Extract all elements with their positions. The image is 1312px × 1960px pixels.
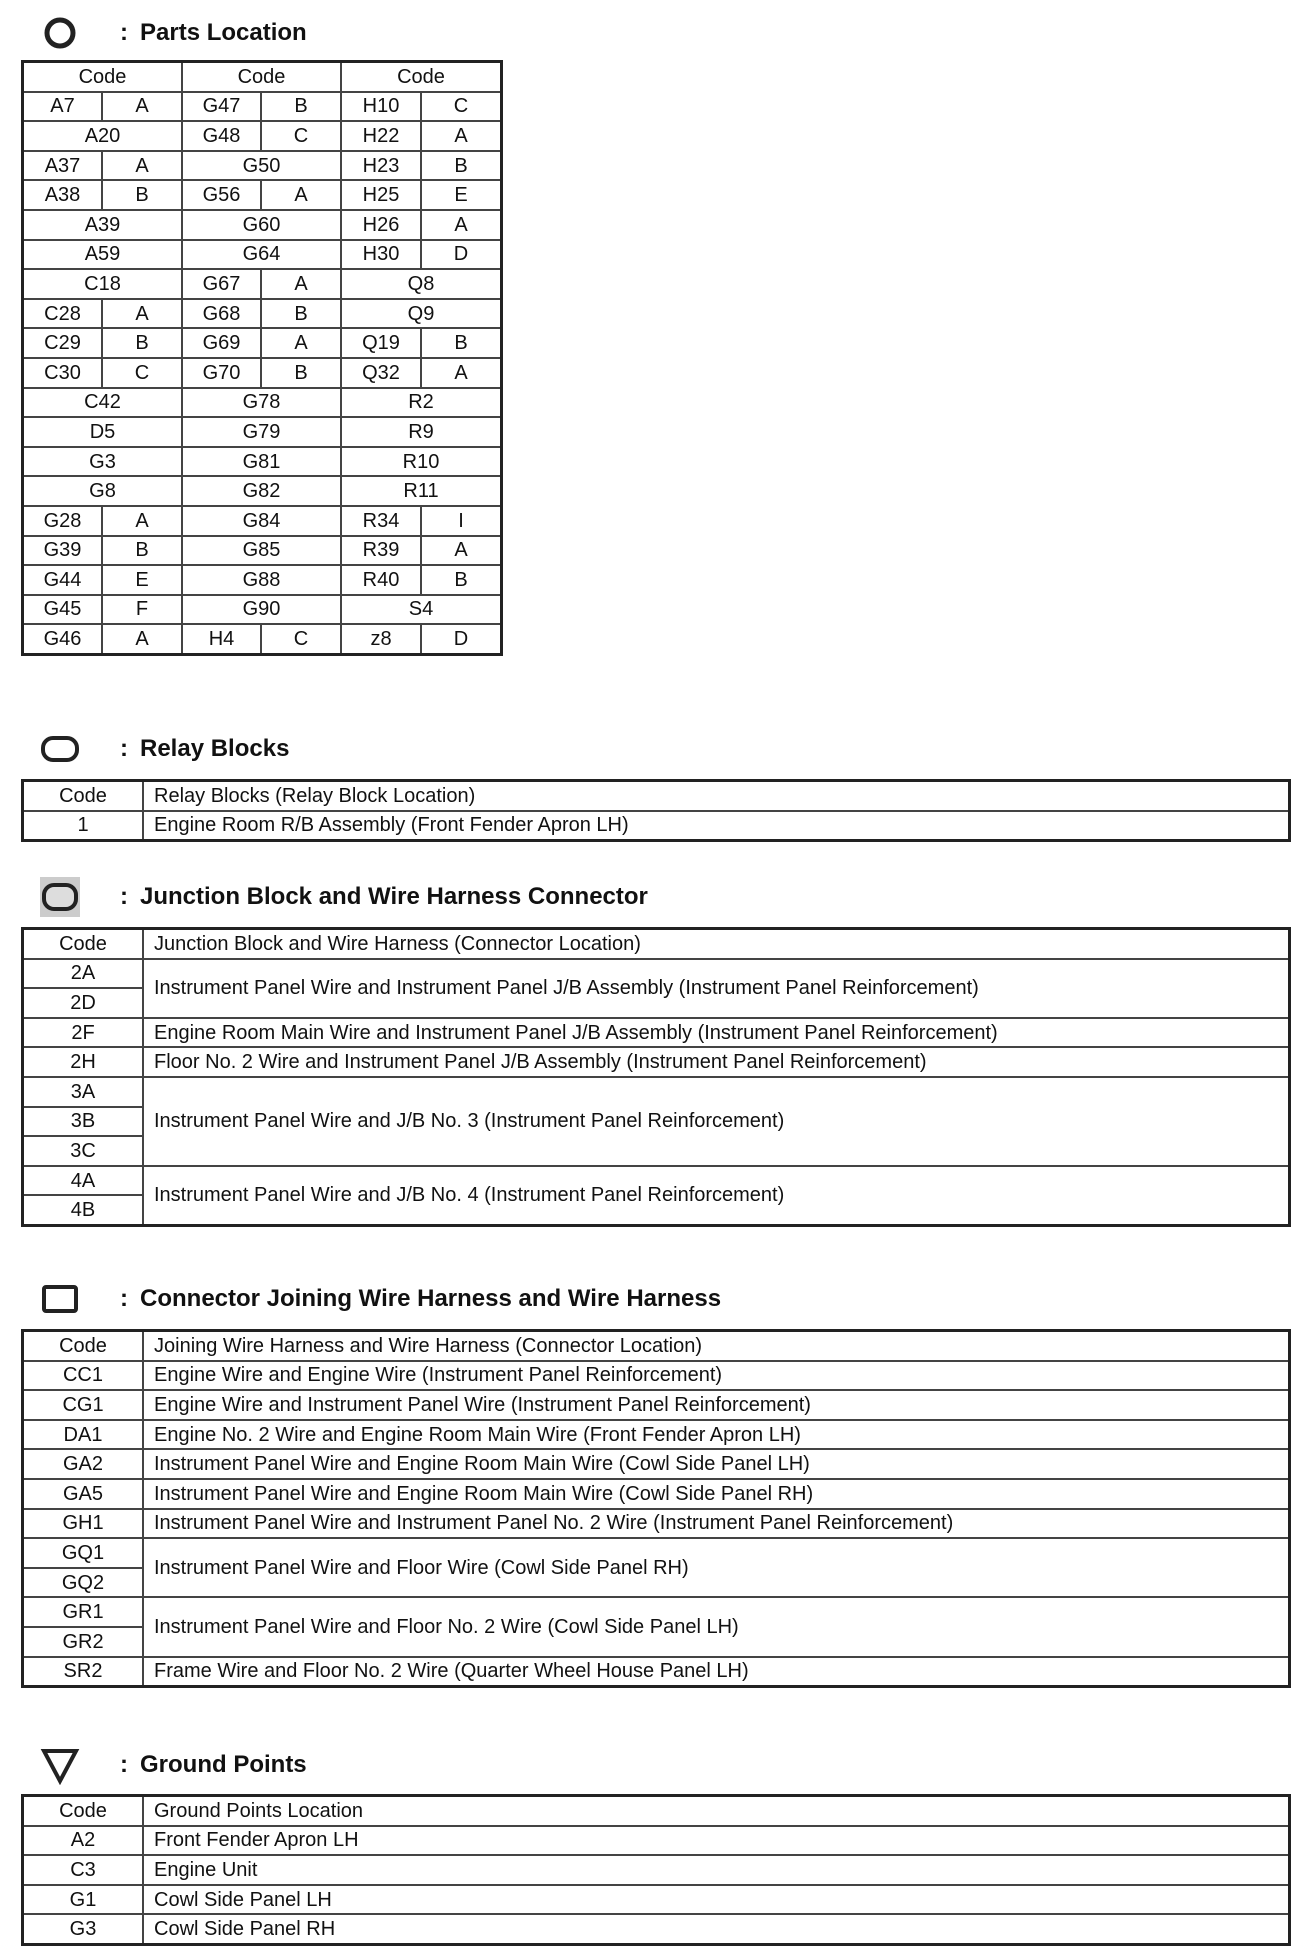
ground-points-table <box>22 1795 1290 1945</box>
part-code: H26 <box>341 210 421 240</box>
column-header: Code <box>341 62 501 92</box>
part-code: G81 <box>182 447 341 477</box>
location-header: Joining Wire Harness and Wire Harness (Connector Location) <box>143 1331 1289 1361</box>
code-cell: 3B <box>23 1107 143 1137</box>
part-code: A59 <box>23 240 182 270</box>
part-code: R40 <box>341 565 421 595</box>
code-header: Code <box>23 1796 143 1826</box>
table-row <box>23 1077 1289 1107</box>
location-header: Relay Blocks (Relay Block Location) <box>143 781 1289 811</box>
table-row <box>23 358 501 388</box>
part-code: G3 <box>23 447 182 477</box>
part-code: S4 <box>341 595 501 625</box>
part-location: A <box>102 92 182 122</box>
part-code: H22 <box>341 121 421 151</box>
location-cell: Instrument Panel Wire and Engine Room Main Wire (Cowl Side Panel LH) <box>143 1449 1289 1479</box>
table-row <box>23 92 501 122</box>
table-row <box>23 328 501 358</box>
location-cell: Floor No. 2 Wire and Instrument Panel J/B Assembly (Instrument Panel Reinforcement) <box>143 1047 1289 1077</box>
code-cell: 2H <box>23 1047 143 1077</box>
table-row <box>23 536 501 566</box>
code-cell: A2 <box>23 1826 143 1856</box>
table-row <box>23 1390 1289 1420</box>
code-cell: GR1 <box>23 1597 143 1627</box>
location-cell: Engine Room R/B Assembly (Front Fender Apron LH) <box>143 811 1289 841</box>
relay-blocks-table <box>22 780 1290 841</box>
part-location: A <box>102 151 182 181</box>
location-cell: Instrument Panel Wire and Instrument Panel No. 2 Wire (Instrument Panel Reinforcement) <box>143 1509 1289 1539</box>
table-row <box>23 180 501 210</box>
location-cell: Engine No. 2 Wire and Engine Room Main Wire (Front Fender Apron LH) <box>143 1420 1289 1450</box>
part-code: H4 <box>182 624 261 654</box>
part-code: A7 <box>23 92 102 122</box>
part-code: G28 <box>23 506 102 536</box>
part-location: B <box>421 328 501 358</box>
part-code: Q32 <box>341 358 421 388</box>
code-cell: 3C <box>23 1136 143 1166</box>
colon: : <box>120 1751 128 1778</box>
part-code: H30 <box>341 240 421 270</box>
table-row <box>23 1657 1289 1687</box>
part-code: G56 <box>182 180 261 210</box>
code-cell: SR2 <box>23 1657 143 1687</box>
table-row <box>23 1166 1289 1196</box>
table-row <box>23 240 501 270</box>
table-row <box>23 1018 1289 1048</box>
colon: : <box>120 883 128 910</box>
location-cell: Engine Unit <box>143 1855 1289 1885</box>
table-row <box>23 121 501 151</box>
colon: : <box>120 735 128 762</box>
part-location: I <box>421 506 501 536</box>
table-row <box>23 151 501 181</box>
header-row <box>23 62 501 92</box>
shaded-rounded-rect-icon <box>40 877 80 917</box>
part-code: G48 <box>182 121 261 151</box>
part-code: H25 <box>341 180 421 210</box>
part-code: Q19 <box>341 328 421 358</box>
code-cell: GA5 <box>23 1479 143 1509</box>
part-location: E <box>421 180 501 210</box>
part-location: B <box>261 358 341 388</box>
part-code: Q9 <box>341 299 501 329</box>
code-cell: GH1 <box>23 1509 143 1539</box>
part-location: A <box>421 210 501 240</box>
table-row <box>23 1855 1289 1885</box>
code-cell: 2A <box>23 959 143 989</box>
part-code: R39 <box>341 536 421 566</box>
part-code: H23 <box>341 151 421 181</box>
table-row <box>23 506 501 536</box>
part-code: C42 <box>23 388 182 418</box>
code-cell: 4B <box>23 1195 143 1225</box>
table-row <box>23 959 1289 989</box>
part-location: B <box>102 180 182 210</box>
part-location: A <box>421 358 501 388</box>
parts-location-table <box>22 61 502 655</box>
part-code: G64 <box>182 240 341 270</box>
part-code: G78 <box>182 388 341 418</box>
location-cell: Engine Wire and Engine Wire (Instrument Panel Reinforcement) <box>143 1361 1289 1391</box>
part-location: C <box>261 121 341 151</box>
part-location: B <box>261 299 341 329</box>
code-cell: GA2 <box>23 1449 143 1479</box>
part-location: A <box>102 624 182 654</box>
table-row <box>23 210 501 240</box>
code-header: Code <box>23 1331 143 1361</box>
part-location: B <box>421 151 501 181</box>
location-cell: Front Fender Apron LH <box>143 1826 1289 1856</box>
part-location: B <box>102 328 182 358</box>
part-location: E <box>102 565 182 595</box>
section-title: Ground Points <box>140 1751 307 1778</box>
part-code: G50 <box>182 151 341 181</box>
part-code: A38 <box>23 180 102 210</box>
part-code: R34 <box>341 506 421 536</box>
table-row <box>23 476 501 506</box>
table-row <box>23 1479 1289 1509</box>
part-code: C29 <box>23 328 102 358</box>
table-row <box>23 811 1289 841</box>
triangle-down-icon <box>40 1745 80 1785</box>
junction-block-header <box>40 877 648 917</box>
part-code: G85 <box>182 536 341 566</box>
part-code: G82 <box>182 476 341 506</box>
table-row <box>23 1826 1289 1856</box>
part-code: R2 <box>341 388 501 418</box>
code-cell: 2F <box>23 1018 143 1048</box>
location-cell: Instrument Panel Wire and Engine Room Main Wire (Cowl Side Panel RH) <box>143 1479 1289 1509</box>
part-code: R9 <box>341 417 501 447</box>
square-icon <box>40 1279 80 1319</box>
header-row <box>23 1331 1289 1361</box>
section-title: Junction Block and Wire Harness Connector <box>140 883 648 910</box>
part-location: A <box>102 506 182 536</box>
part-code: G67 <box>182 269 261 299</box>
part-location: A <box>421 121 501 151</box>
table-row <box>23 1538 1289 1568</box>
colon: : <box>120 19 128 46</box>
part-location: C <box>261 624 341 654</box>
code-cell: C3 <box>23 1855 143 1885</box>
connector-joining-header <box>40 1279 721 1319</box>
part-location: A <box>421 536 501 566</box>
circle-icon <box>40 13 80 53</box>
table-row <box>23 417 501 447</box>
code-header: Code <box>23 929 143 959</box>
part-code: z8 <box>341 624 421 654</box>
table-row <box>23 1914 1289 1944</box>
part-location: F <box>102 595 182 625</box>
part-location: D <box>421 240 501 270</box>
table-row <box>23 1509 1289 1539</box>
location-cell: Instrument Panel Wire and J/B No. 4 (Instrument Panel Reinforcement) <box>143 1166 1289 1225</box>
code-cell: GQ2 <box>23 1568 143 1598</box>
location-cell: Instrument Panel Wire and Floor No. 2 Wire (Cowl Side Panel LH) <box>143 1597 1289 1656</box>
location-cell: Instrument Panel Wire and Instrument Panel J/B Assembly (Instrument Panel Reinforcement) <box>143 959 1289 1018</box>
part-code: G60 <box>182 210 341 240</box>
part-code: H10 <box>341 92 421 122</box>
header-row <box>23 929 1289 959</box>
section-title: Relay Blocks <box>140 735 290 762</box>
code-header: Code <box>23 781 143 811</box>
table-row <box>23 299 501 329</box>
header-row <box>23 781 1289 811</box>
part-location: C <box>102 358 182 388</box>
part-code: G79 <box>182 417 341 447</box>
table-row <box>23 565 501 595</box>
location-cell: Instrument Panel Wire and J/B No. 3 (Instrument Panel Reinforcement) <box>143 1077 1289 1166</box>
connector-joining-table <box>22 1330 1290 1687</box>
code-cell: 2D <box>23 988 143 1018</box>
table-row <box>23 1420 1289 1450</box>
part-code: G84 <box>182 506 341 536</box>
code-cell: G3 <box>23 1914 143 1944</box>
part-code: C28 <box>23 299 102 329</box>
part-location: A <box>261 328 341 358</box>
location-cell: Frame Wire and Floor No. 2 Wire (Quarter Wheel House Panel LH) <box>143 1657 1289 1687</box>
location-header: Junction Block and Wire Harness (Connector Location) <box>143 929 1289 959</box>
code-cell: CC1 <box>23 1361 143 1391</box>
location-cell: Cowl Side Panel RH <box>143 1914 1289 1944</box>
part-code: C18 <box>23 269 182 299</box>
table-row <box>23 1047 1289 1077</box>
location-header: Ground Points Location <box>143 1796 1289 1826</box>
location-cell: Cowl Side Panel LH <box>143 1885 1289 1915</box>
code-cell: DA1 <box>23 1420 143 1450</box>
part-location: A <box>102 299 182 329</box>
part-code: G45 <box>23 595 102 625</box>
table-row <box>23 388 501 418</box>
ground-points-header <box>40 1745 307 1785</box>
part-location: B <box>421 565 501 595</box>
colon: : <box>120 1285 128 1312</box>
code-cell: 1 <box>23 811 143 841</box>
code-cell: 3A <box>23 1077 143 1107</box>
part-location: B <box>261 92 341 122</box>
part-code: Q8 <box>341 269 501 299</box>
column-header: Code <box>182 62 341 92</box>
code-cell: 4A <box>23 1166 143 1196</box>
part-code: G44 <box>23 565 102 595</box>
location-cell: Engine Wire and Instrument Panel Wire (Instrument Panel Reinforcement) <box>143 1390 1289 1420</box>
part-code: C30 <box>23 358 102 388</box>
relay-blocks-header <box>40 729 289 769</box>
part-code: G46 <box>23 624 102 654</box>
part-code: G90 <box>182 595 341 625</box>
header-row <box>23 1796 1289 1826</box>
section-title: Parts Location <box>140 19 307 46</box>
code-cell: CG1 <box>23 1390 143 1420</box>
part-code: G88 <box>182 565 341 595</box>
code-cell: G1 <box>23 1885 143 1915</box>
part-code: R10 <box>341 447 501 477</box>
part-code: G68 <box>182 299 261 329</box>
part-code: A39 <box>23 210 182 240</box>
table-row <box>23 1885 1289 1915</box>
table-row <box>23 269 501 299</box>
part-location: D <box>421 624 501 654</box>
part-code: A20 <box>23 121 182 151</box>
table-row <box>23 447 501 477</box>
rounded-rect-icon <box>40 729 80 769</box>
part-code: G70 <box>182 358 261 388</box>
part-location: A <box>261 180 341 210</box>
section-title: Connector Joining Wire Harness and Wire Harness <box>140 1285 722 1312</box>
table-row <box>23 624 501 654</box>
location-cell: Engine Room Main Wire and Instrument Panel J/B Assembly (Instrument Panel Reinforcement) <box>143 1018 1289 1048</box>
table-row <box>23 595 501 625</box>
column-header: Code <box>23 62 182 92</box>
part-code: G47 <box>182 92 261 122</box>
code-cell: GR2 <box>23 1627 143 1657</box>
table-row <box>23 1449 1289 1479</box>
table-row <box>23 1597 1289 1627</box>
part-code: R11 <box>341 476 501 506</box>
parts-location-header <box>40 13 307 53</box>
junction-block-table <box>22 928 1290 1226</box>
part-code: G39 <box>23 536 102 566</box>
part-location: C <box>421 92 501 122</box>
part-code: G69 <box>182 328 261 358</box>
part-location: A <box>261 269 341 299</box>
code-cell: GQ1 <box>23 1538 143 1568</box>
part-code: D5 <box>23 417 182 447</box>
part-location: B <box>102 536 182 566</box>
part-code: A37 <box>23 151 102 181</box>
part-code: G8 <box>23 476 182 506</box>
table-row <box>23 1361 1289 1391</box>
location-cell: Instrument Panel Wire and Floor Wire (Cowl Side Panel RH) <box>143 1538 1289 1597</box>
